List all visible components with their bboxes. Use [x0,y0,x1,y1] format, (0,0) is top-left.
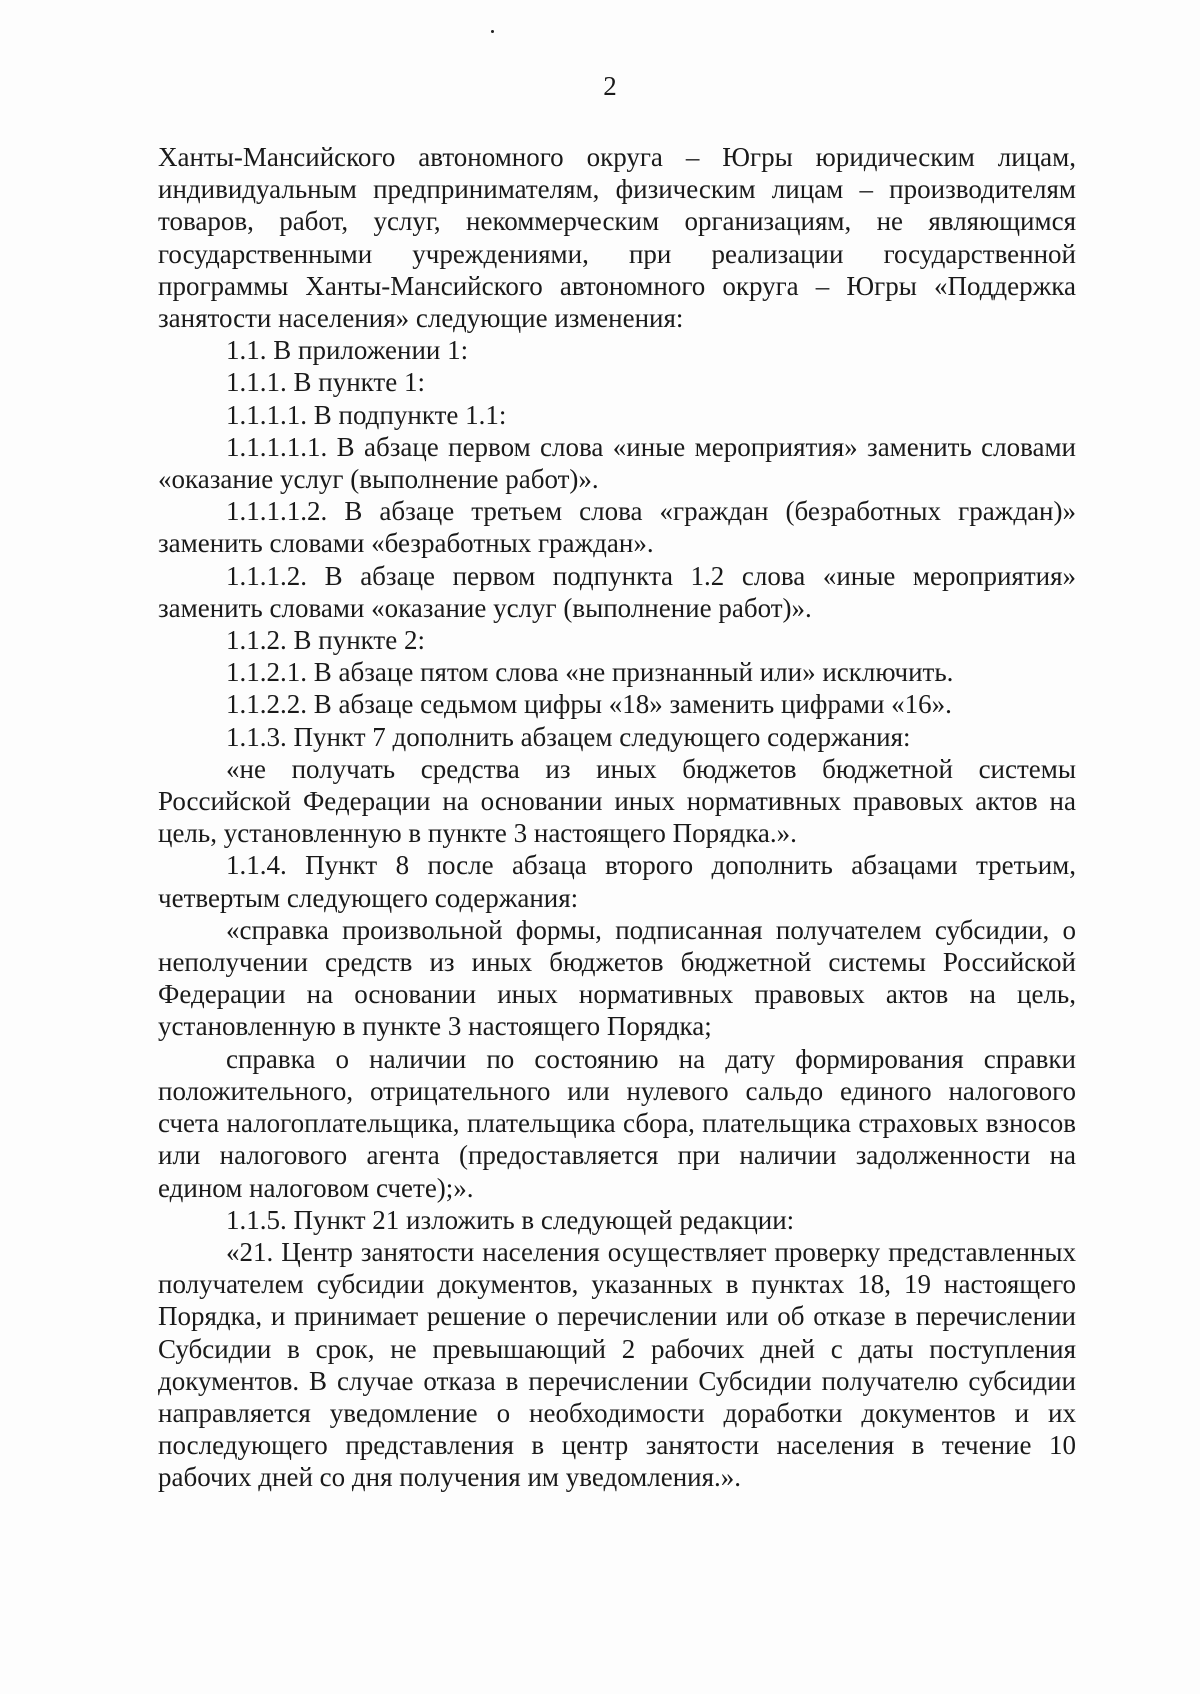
paragraph-1-1-1: 1.1.1. В пункте 1: [226,367,425,398]
paragraph-1-1-2: 1.1.2. В пункте 2: [226,625,425,656]
paragraph-1-1-1-1-2: 1.1.1.1.2. В абзаце третьем слова «граждан (безработных граждан)» заменить словами «безработных граждан». [158,496,1076,559]
paragraph-1-1-1-1-1: 1.1.1.1.1. В абзаце первом слова «иные мероприятия» заменить словами «оказание услуг (выполнение работ)». [158,431,1076,495]
paragraph-1-1-1-1: 1.1.1.1. В подпункте 1.1: [226,399,507,430]
paragraph-quote-tax-balance: справка о наличии по состоянию на дату формирования справки положительного, отрицательного или нулевого сальдо единого налогового счета налогоплательщика, плательщика сбора, плательщика страховых взносов или налогового агента (предоставляется при наличии задолженности на едином налоговом счете);». [158,1043,1076,1203]
paragraph-1-1-2-2: 1.1.2.2. В абзаце седьмом цифры «18» заменить цифрами «16». [226,689,952,720]
paragraph-1-1-2-1: 1.1.2.1. В абзаце пятом слова «не признанный или» исключить. [226,657,954,688]
scan-speck [491,30,494,33]
paragraph-1-1-3: 1.1.3. Пункт 7 дополнить абзацем следующего содержания: [226,721,911,752]
paragraph-1-1: 1.1. В приложении 1: [226,335,469,366]
paragraph-quote-budget: «не получать средства из иных бюджетов бюджетной системы Российской Федерации на основании иных нормативных правовых актов на цель, установленную в пункте 3 настоящего Порядка.». [158,753,1076,849]
paragraph-quote-point-21: «21. Центр занятости населения осуществляет проверку представленных получателем субсидии документов, указанных в пунктах 18, 19 настоящего Порядка, и принимает решение о перечислении или об отказе в перечислении Субсидии в срок, не превышающий 2 рабочих дней с даты поступления документов. В случае отказа в перечислении Субсидии получателю субсидии направляется уведомление о необходимости доработки документов и их последующего представления в центр занятости населения в течение 10 рабочих дней со дня получения им уведомления.». [158,1236,1076,1493]
paragraph-continuation: Ханты-Мансийского автономного округа – Югры юридическим лицам, индивидуальным предпринимателям, физическим лицам – производителям товаров, работ, услуг, некоммерческим организациям, не являющимся государственными учреждениями, при реализации государственной программы Ханты-Мансийского автономного округа – Югры «Поддержка занятости населения» следующие изменения: [158,142,1076,334]
paragraph-1-1-1-2: 1.1.1.2. В абзаце первом подпункта 1.2 слова «иные мероприятия» заменить словами «оказание услуг (выполнение работ)». [158,560,1076,623]
paragraph-quote-certificate: «справка произвольной формы, подписанная получателем субсидии, о неполучении средств из иных бюджетов бюджетной системы Российской Федерации на основании иных нормативных правовых актов на цель, установленную в пункте 3 настоящего Порядка; [158,914,1076,1042]
paragraph-1-1-5: 1.1.5. Пункт 21 изложить в следующей редакции: [226,1204,795,1235]
paragraph-1-1-4: 1.1.4. Пункт 8 после абзаца второго дополнить абзацами третьим, четвертым следующего содержания: [158,850,1076,913]
document-body [158,141,1076,1494]
page-number: 2 [603,71,617,101]
